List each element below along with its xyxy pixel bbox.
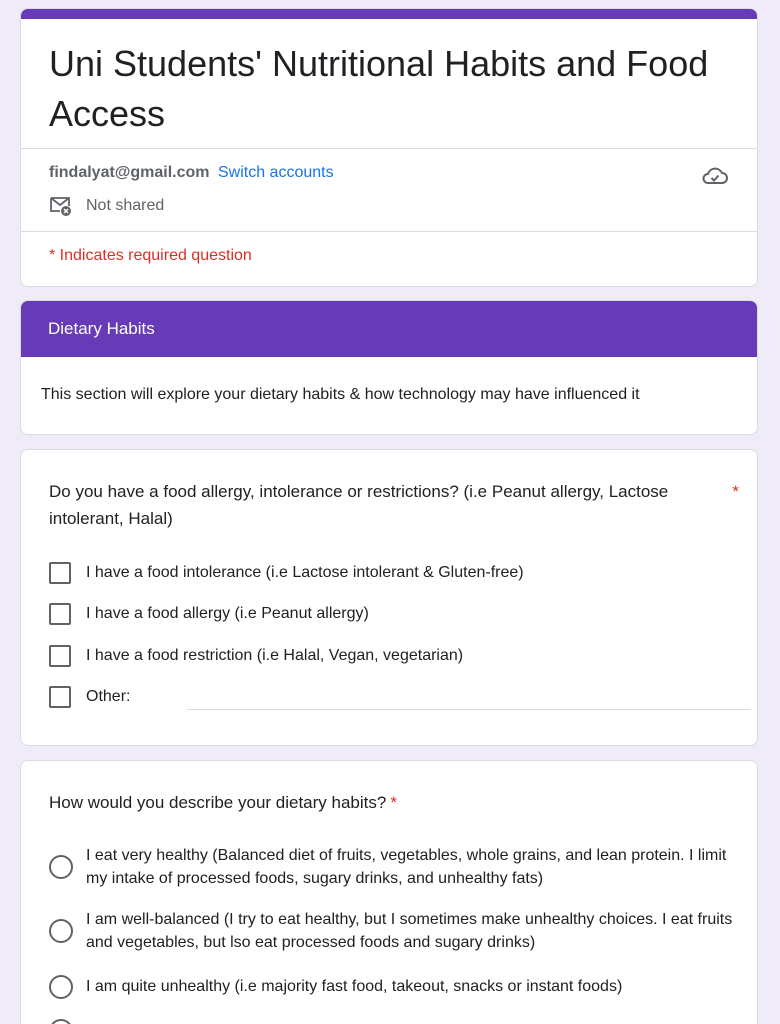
required-star: * [732, 482, 739, 501]
required-star: * [390, 793, 397, 812]
option-well-balanced[interactable] [49, 908, 739, 954]
option-next-partial[interactable] [49, 1019, 739, 1024]
checkbox[interactable] [49, 686, 71, 708]
radio-button[interactable] [49, 855, 73, 879]
option-food-allergy[interactable] [49, 602, 369, 625]
question-card-allergy [20, 449, 758, 746]
required-note: * Indicates required question [49, 247, 252, 264]
account-row [49, 164, 334, 182]
option-label: I eat very healthy (Balanced diet of fruits, vegetables, whole grains, and lean protein. I limit my intake of processed foods, sugary drinks, and unhealthy fats) [86, 847, 727, 887]
option-label: I am quite unhealthy (i.e majority fast food, takeout, snacks or instant foods) [86, 978, 623, 995]
section-card [20, 300, 758, 435]
cloud-check-icon[interactable] [701, 163, 729, 189]
option-label: I have a food intolerance (i.e Lactose intolerant & Gluten-free) [86, 564, 524, 581]
radio-button[interactable] [49, 975, 73, 999]
option-label: I have a food allergy (i.e Peanut allergy) [86, 605, 369, 622]
option-food-restriction[interactable] [49, 644, 463, 667]
checkbox[interactable] [49, 562, 71, 584]
option-label: I have a food restriction (i.e Halal, Vegan, vegetarian) [86, 647, 464, 664]
section-header: Dietary Habits [21, 301, 757, 357]
option-label: I am well-balanced (I try to eat healthy, but I sometimes make unhealthy choices. I eat fruits and vegetables, but lso eat processed foods and sugary drinks) [86, 911, 733, 951]
question-text: Do you have a food allergy, intolerance or restrictions? (i.e Peanut allergy, Lactose intolerant, Halal) [49, 482, 669, 528]
question-text: How would you describe your dietary habits? [49, 793, 387, 812]
section-description: This section will explore your dietary habits & how technology may have influenced it [41, 386, 640, 403]
form-title: Uni Students' Nutritional Habits and Food Access [49, 43, 709, 134]
question-card-dietary-habits [20, 760, 758, 1024]
radio-button[interactable] [49, 1019, 73, 1024]
not-shared-label: Not shared [86, 197, 165, 214]
form-header-card [20, 8, 758, 287]
switch-accounts-link[interactable]: Switch accounts [217, 164, 334, 181]
divider [21, 231, 757, 232]
radio-button[interactable] [49, 919, 73, 943]
option-quite-unhealthy[interactable] [49, 975, 739, 999]
not-shared-row [49, 195, 164, 217]
option-other[interactable] [49, 685, 130, 708]
option-label: Other: [86, 688, 131, 705]
checkbox[interactable] [49, 603, 71, 625]
account-email: findalyat@gmail.com [49, 164, 210, 181]
option-food-intolerance[interactable] [49, 561, 524, 584]
option-very-healthy[interactable] [49, 844, 739, 890]
checkbox[interactable] [49, 645, 71, 667]
mail-not-shared-icon [49, 195, 73, 217]
accent-bar [21, 9, 757, 19]
divider [21, 148, 757, 149]
question-title [49, 789, 397, 816]
question-title [49, 478, 739, 532]
other-text-input[interactable] [187, 709, 751, 710]
